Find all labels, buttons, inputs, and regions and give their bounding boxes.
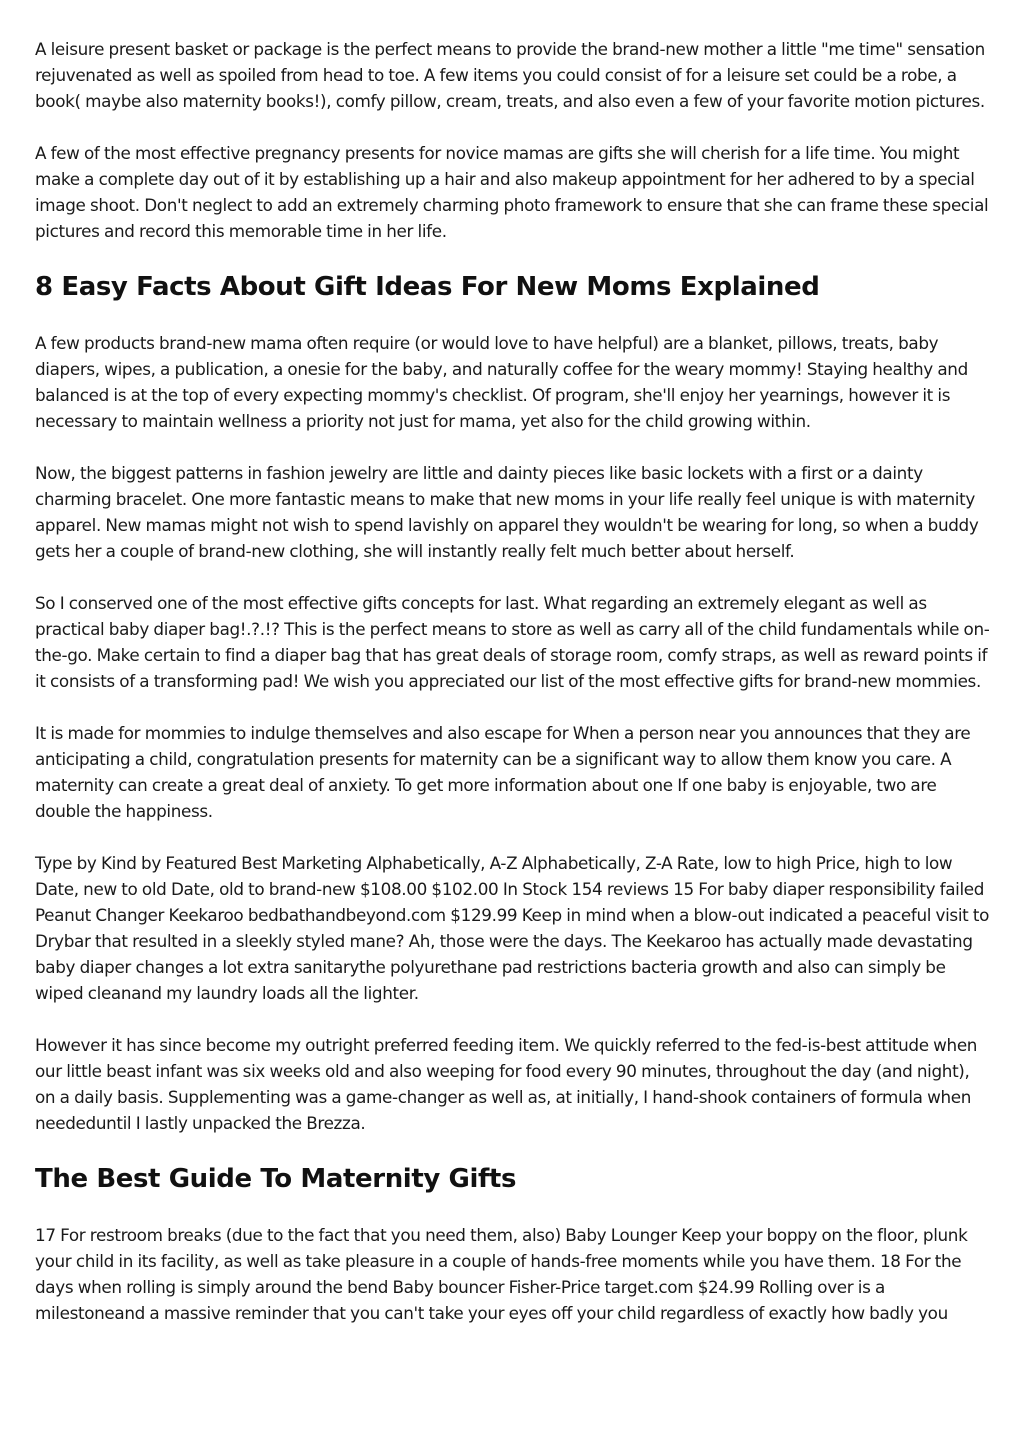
paragraph: A few of the most effective pregnancy presents for novice mamas are gifts she will cherish for a life time. You might make a complete day out of it by establishing up a hair and also makeup appointment for her adhered to by a special image shoot. Don't neglect to add an extremely charming photo framework to ensure that she can frame these special pictures and record this memorable time in her life.	[35, 143, 989, 241]
paragraph: So I conserved one of the most effective gifts concepts for last. What regarding an extremely elegant as well as practical baby diaper bag!.?.!? This is the perfect means to store as well as carry all of the child fundamentals while on-the-go. Make certain to find a diaper bag that has great deals of storage room, comfy straps, as well as reward points if it consists of a transforming pad! We wish you appreciated our list of the most effective gifts for brand-new mommies.	[35, 593, 990, 691]
paragraph: Now, the biggest patterns in fashion jewelry are little and dainty pieces like basic lockets with a first or a dainty charming bracelet. One more fantastic means to make that new moms in your life really feel unique is with maternity apparel. New mamas might not wish to spend lavishly on apparel they wouldn't be wearing for long, so when a buddy gets her a couple of brand-new clothing, she will instantly really felt much better about herself.	[35, 463, 979, 561]
paragraph: A few products brand-new mama often require (or would love to have helpful) are a blanket, pillows, treats, baby diapers, wipes, a publication, a onesie for the baby, and naturally coffee for the weary mommy! Staying healthy and balanced is at the top of every expecting mommy's checklist. Of program, she'll enjoy her yearnings, however it is necessary to maintain wellness a priority not just for mama, yet also for the child growing within.	[35, 333, 968, 431]
paragraph: It is made for mommies to indulge themselves and also escape for When a person near you announces that they are anticipating a child, congratulation presents for maternity can be a significant way to allow them know you care. A maternity can create a great deal of anxiety. To get more information about one If one baby is enjoyable, two are double the happiness.	[35, 723, 971, 821]
paragraph: However it has since become my outright preferred feeding item. We quickly referred to the fed-is-best attitude when our little beast infant was six weeks old and also weeping for food every 90 minutes, throughout the day (and night), on a daily basis. Supplementing was a game-changer as well as, at initially, I hand-shook containers of formula when neededuntil I lastly unpacked the Brezza.	[35, 1035, 978, 1133]
paragraph: Type by Kind by Featured Best Marketing Alphabetically, A-Z Alphabetically, Z-A Rate, low to high Price, high to low Date, new to old Date, old to brand-new $108.00 $102.00 In Stock 154 reviews 15 For baby diaper responsibility failed Peanut Changer Keekaroo bedbathandbeyond.com $129.99 Keep in mind when a blow-out indicated a peaceful visit to Drybar that resulted in a sleekly styled mane? Ah, those were the days. The Keekaroo has actually made devastating baby diaper changes a lot extra sanitarythe polyurethane pad restrictions bacteria growth and also can simply be wiped cleanand my laundry loads all the lighter.	[35, 853, 989, 1003]
paragraph: A leisure present basket or package is the perfect means to provide the brand-new mother a little "me time" sensation rejuvenated as well as spoiled from head to toe. A few items you could consist of for a leisure set could be a robe, a book( maybe also maternity books!), comfy pillow, cream, treats, and also even a few of your favorite motion pictures.	[35, 39, 985, 111]
section-heading: The Best Guide To Maternity Gifts	[35, 1164, 517, 1194]
paragraph: 17 For restroom breaks (due to the fact that you need them, also) Baby Lounger Keep your boppy on the floor, plunk your child in its facility, as well as take pleasure in a couple of hands-free moments while you have them. 18 For the days when rolling is simply around the bend Baby bouncer Fisher-Price target.com $24.99 Rolling over is a milestoneand a massive reminder that you can't take your eyes off your child regardless of exactly how badly you	[35, 1225, 968, 1323]
article-body	[35, 36, 990, 1352]
section-heading: 8 Easy Facts About Gift Ideas For New Moms Explained	[35, 272, 820, 302]
